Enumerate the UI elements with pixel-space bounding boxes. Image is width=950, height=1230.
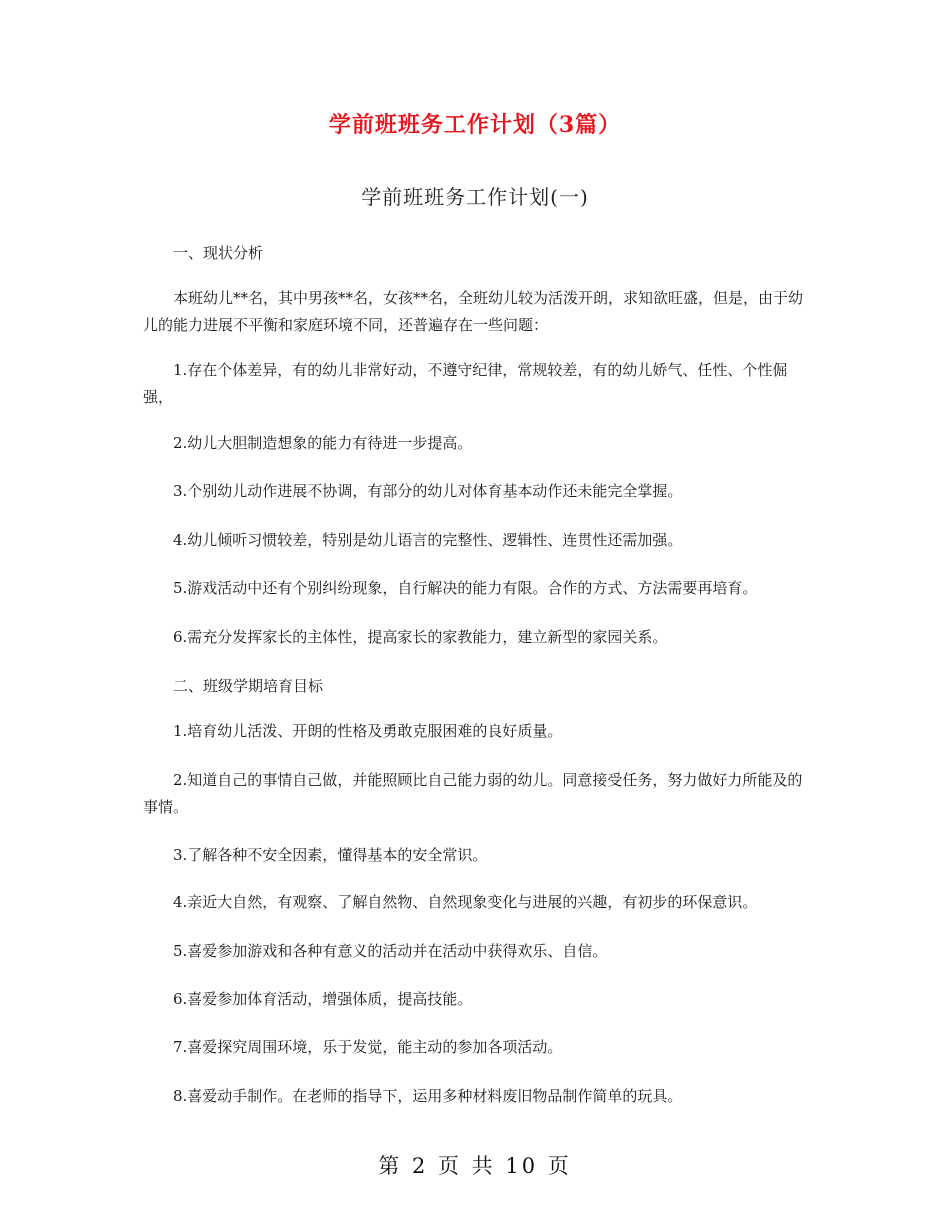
goal-item-7: 7.喜爱探究周围环境，乐于发觉，能主动的参加各项活动。	[173, 1038, 563, 1056]
section-heading-semester-goals: 二、班级学期培育目标	[173, 677, 324, 695]
goal-item-6: 6.喜爱参加体育活动，增强体质，提高技能。	[173, 990, 473, 1008]
problem-item-1: 1.存在个体差异，有的幼儿非常好动，不遵守纪律，常规较差，有的幼儿娇气、任性、个性倔强，	[143, 361, 788, 406]
section-heading-status-analysis: 一、现状分析	[173, 244, 264, 262]
goal-item-3: 3.了解各种不安全因素，懂得基本的安全常识。	[173, 846, 488, 864]
goal-item-2: 2.知道自己的事情自己做，并能照顾比自己能力弱的幼儿。同意接受任务，努力做好力所能及的事情。	[143, 771, 803, 816]
goal-item-1: 1.培育幼儿活泼、开朗的性格及勇敢克服困难的良好质量。	[173, 722, 563, 740]
problem-item-5: 5.游戏活动中还有个别纠纷现象，自行解决的能力有限。合作的方式、方法需要再培育。	[173, 579, 758, 597]
problem-item-6: 6.需充分发挥家长的主体性，提高家长的家教能力，建立新型的家园关系。	[173, 628, 668, 646]
goal-item-5: 5.喜爱参加游戏和各种有意义的活动并在活动中获得欢乐、自信。	[173, 942, 608, 960]
problem-item-2: 2.幼儿大胆制造想象的能力有待进一步提高。	[173, 434, 473, 452]
problem-item-4: 4.幼儿倾听习惯较差，特别是幼儿语言的完整性、逻辑性、连贯性还需加强。	[173, 531, 683, 549]
document-subtitle: 学前班班务工作计划(一)	[361, 185, 589, 209]
page-number-footer: 第 2 页 共 10 页	[378, 1154, 572, 1178]
document-title: 学前班班务工作计划（3篇）	[328, 112, 622, 138]
goal-item-8: 8.喜爱动手制作。在老师的指导下，运用多种材料废旧物品制作简单的玩具。	[173, 1087, 683, 1105]
intro-paragraph: 本班幼儿**名，其中男孩**名，女孩**名，全班幼儿较为活泼开朗，求知欲旺盛，但是，由于幼儿的能力进展不平衡和家庭环境不同，还普遍存在一些问题：	[143, 289, 804, 334]
goal-item-4: 4.亲近大自然，有观察、了解自然物、自然现象变化与进展的兴趣，有初步的环保意识。	[173, 893, 758, 911]
problem-item-3: 3.个别幼儿动作进展不协调，有部分的幼儿对体育基本动作还未能完全掌握。	[173, 482, 683, 500]
